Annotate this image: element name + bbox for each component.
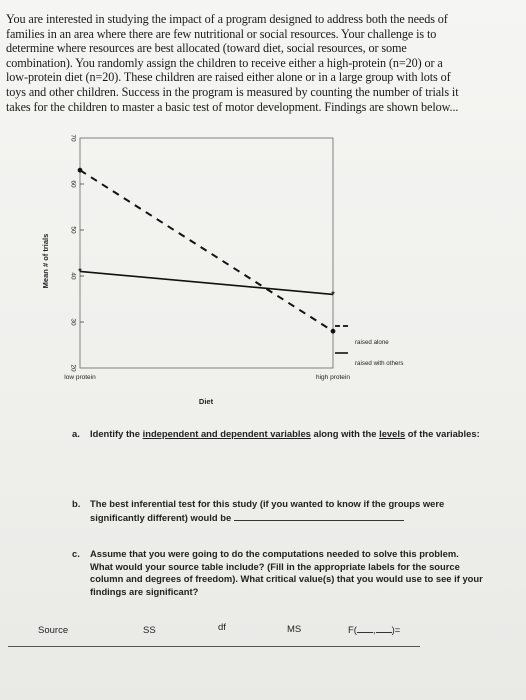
- question-a-suffix: of the variables:: [405, 428, 480, 439]
- answer-blank[interactable]: [234, 511, 404, 521]
- legend-label: raised with others: [355, 360, 404, 367]
- f-df1-blank[interactable]: [357, 624, 373, 633]
- data-point: [331, 329, 336, 334]
- table-header-ms: MS: [287, 624, 302, 635]
- question-label: a.: [72, 428, 80, 439]
- table-header-f: [348, 624, 400, 636]
- f-open: F(: [348, 625, 357, 636]
- x-tick-label: low protein: [64, 374, 96, 381]
- question-c-line: Assume that you were going to do the computations needed to solve this problem.: [90, 548, 459, 559]
- data-point: *: [78, 266, 82, 277]
- question-a-underlined-variables: independent and dependent variables: [142, 428, 311, 439]
- question-c-line: column and degrees of freedom). What critical value(s) that you would use to see if your: [90, 573, 483, 584]
- question-a-underlined-levels: levels: [379, 428, 406, 439]
- series-line-1: [80, 170, 333, 331]
- y-tick-label: 60: [69, 180, 77, 188]
- table-header-ss: SS: [143, 625, 156, 636]
- y-tick-label: 50: [69, 226, 77, 234]
- question-a-mid: along with the: [310, 428, 380, 439]
- question-c-line: What would your source table include? (Fill in the appropriate labels for the source: [90, 560, 460, 572]
- question-b-line: significantly different) would be: [90, 511, 232, 523]
- y-axis-label: Mean # of trials: [41, 233, 50, 289]
- y-tick-label: 30: [69, 318, 77, 326]
- table-header-source: Source: [38, 625, 69, 636]
- intro-line: You are interested in studying the impact of a program designed to address both the needs of: [6, 12, 448, 26]
- intro-line: low-protein diet (n=20). These children are raised either alone or in a large group with lots of: [6, 70, 451, 85]
- y-tick-label: 70: [69, 134, 77, 142]
- intro-line: toys and other children. Success in the program is measured by counting the number of trials it: [6, 84, 459, 99]
- intro-line: takes for the children to master a basic test of motor development. Findings are shown below...: [6, 99, 459, 114]
- x-axis-label: Diet: [198, 397, 214, 406]
- x-tick-label: high protein: [316, 374, 350, 381]
- intro-line: combination). You randomly assign the children to receive either a high-protein (n=20) or a: [6, 55, 443, 70]
- table-rule: [8, 646, 420, 647]
- legend-label: raised alone: [355, 339, 389, 346]
- intro-line: determine where resources are best allocated (toward diet, social resources, or some: [6, 41, 407, 56]
- data-point: *: [331, 289, 335, 300]
- question-a-prefix: Identify the: [90, 428, 143, 439]
- f-close: )=: [391, 625, 401, 636]
- table-header-df: df: [218, 622, 226, 633]
- question-b-line: The best inferential test for this study (if you wanted to know if the groups were: [90, 498, 445, 509]
- f-comma: ,: [372, 625, 376, 636]
- series-line-2: [80, 271, 333, 294]
- question-label: b.: [72, 498, 81, 509]
- y-tick-label: 40: [69, 272, 77, 280]
- intro-line: families in an area where there are few nutritional or social resources. Your challenge is to: [6, 26, 437, 41]
- y-tick-label: 20: [69, 364, 77, 372]
- question-label: c.: [72, 548, 80, 559]
- plot-frame: [80, 138, 333, 368]
- question-c-line: findings are significant?: [90, 585, 199, 597]
- data-point: [78, 168, 83, 173]
- f-df2-blank[interactable]: [376, 624, 392, 633]
